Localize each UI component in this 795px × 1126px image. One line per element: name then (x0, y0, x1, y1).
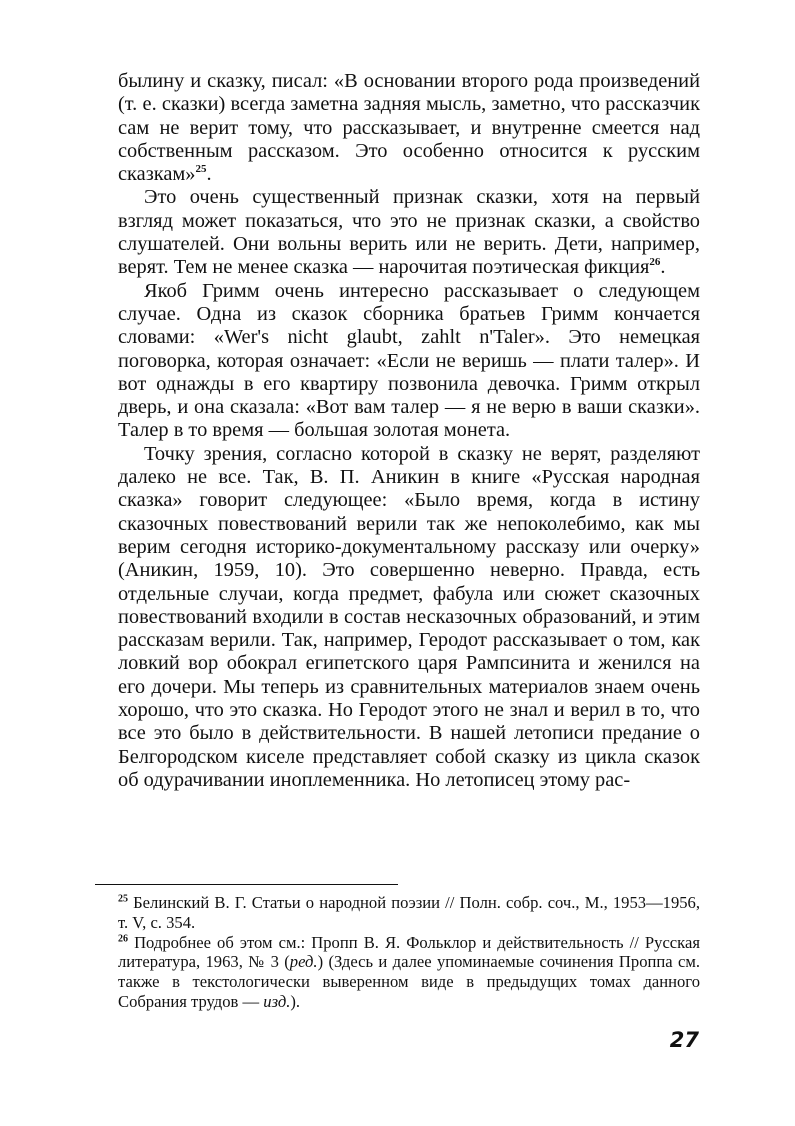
footnote-25-number: 25 (118, 893, 128, 905)
footnote-26-publisher-mark: изд. (263, 991, 291, 1011)
paragraph-4-text: Точку зрения, согласно которой в сказку не верят, разделяют далеко не все. Так, В. П. Аникин в книге «Русская народная сказка» говорит следующее: «Было время, когда в истину сказочных повествований верили так же непоколебимо, как мы верим сегодня историко-документальному рассказу или очерку» (Аникин, 1959, 10). Это совершенно неверно. Правда, есть отдельные случаи, когда предмет, фабула или сюжет сказочных повествований входили в состав несказочных образований, и этим рассказам верили. Так, например, Геродот рассказывает о том, как ловкий вор обокрал египетского царя Рампсинита и женился на его дочери. Мы теперь из сравнительных материалов знаем очень хорошо, что это сказка. Но Геродот этого не знал и верил в то, что все это было в действительности. В нашей летописи предание о Белгородском киселе представляет собой сказку из цикла сказок об одурачивании иноплеменника. Но летописец этому рас- (118, 442, 700, 791)
footnote-26-text-c: ). (290, 991, 301, 1011)
paragraph-1: былину и сказку, писал: «В основании второго рода произведений (т. е. сказки) всегда заметна задняя мысль, заметно, что рассказчик сам не верит тому, что рассказывает, и внутренне смеется над собственным рассказом. Это особенно относится к русским сказкам»$^{25}$. (118, 70, 700, 186)
footnote-separator (95, 884, 398, 885)
footnote-25 (118, 893, 700, 933)
footnote-26-editor-mark: ред. (289, 952, 318, 972)
footnote-26-text-b: ) (Здесь и далее упоминаемые сочинения Проппа см. также в текстологически выверенном виде в предыдущих томах данного Собрания трудов — (118, 952, 700, 1011)
paragraph-4 (118, 443, 700, 792)
paragraph-2-text: Это очень существенный признак сказки, хотя на первый взгляд может показаться, что это не признак сказки, а свойство слушателей. Они вольны верить или не верить. Дети, например, верят. Тем не менее сказка — нарочитая поэтическая фикция (118, 186, 700, 279)
page-number: 27 (669, 1028, 699, 1052)
main-text (118, 70, 700, 792)
paragraph-3 (118, 280, 700, 443)
footnotes (118, 893, 700, 1012)
paragraph-1-text: былину и сказку, писал: «В основании второго рода произведений (т. е. сказки) всегда заметна задняя мысль, заметно, что рассказчик сам не верит тому, что рассказывает, и внутренне смеется над собственным рассказом. Это особенно относится к русским сказкам» (118, 70, 700, 186)
footnote-ref-25: 25 (195, 163, 207, 176)
paragraph-2: Это очень существенный признак сказки, хотя на первый взгляд может показаться, что это не признак сказки, а свойство слушателей. Они вольны верить или не верить. Дети, например, верят. Тем не менее сказка — нарочитая поэтическая фикция$^{26}$. (118, 186, 700, 279)
footnote-26-text-a: Подробнее об этом см.: Пропп В. Я. Фольклор и действительность // Русская литература, 1963, № 3 ( (118, 932, 700, 972)
footnote-ref-26: 26 (649, 256, 661, 269)
paragraph-3-text: Якоб Гримм очень интересно рассказывает о следующем случае. Одна из сказок сборника братьев Гримм кончается словами: «Wer's nicht glaubt, zahlt n'Taler». Это немецкая поговорка, которая означает: «Если не веришь — плати талер». И вот однажды в его квартиру позвонила девочка. Гримм открыл дверь, и она сказала: «Вот вам талер — я не верю в ваши сказки». Талер в то время — большая золотая монета. (118, 279, 700, 442)
footnote-25-text: Белинский В. Г. Статьи о народной поэзии // Полн. собр. соч., М., 1953—1956, т. V, с. 354. (118, 893, 700, 932)
footnote-26 (118, 933, 700, 1012)
footnote-26-number: 26 (118, 933, 128, 945)
